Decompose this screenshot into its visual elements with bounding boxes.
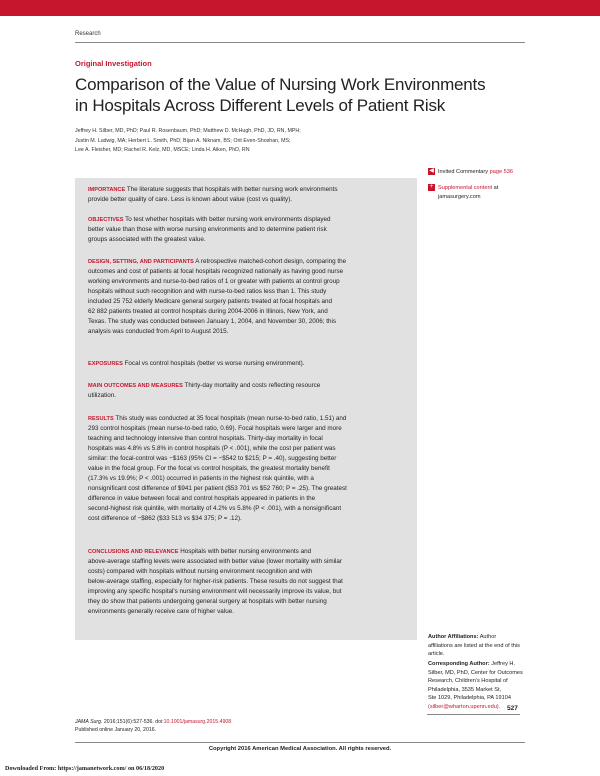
- title-line: in Hospitals Across Different Levels of Patient Risk: [75, 96, 446, 115]
- abstract-text: Focal vs control hospitals (better vs worse nursing environment).: [124, 360, 305, 367]
- corresponding-text: Jeffrey H.: [489, 661, 516, 667]
- abstract-text: above-average staffing levels were associated with better value (lower mortality with similar: [88, 558, 342, 566]
- abstract-text: working environments and nurse-to-bed ratios of 1 or greater with patients at control group: [88, 278, 340, 286]
- section-heading: MAIN OUTCOMES AND MEASURES: [88, 383, 183, 389]
- abstract-text: To test whether hospitals with better nursing work environments displayed: [125, 216, 331, 223]
- abstract-text: A retrospective matched-cohort design, comparing the: [195, 258, 347, 265]
- corresponding-text: Research, Children's Hospital of: [428, 678, 508, 685]
- supplemental-content[interactable]: [428, 184, 498, 201]
- invited-commentary-page-link[interactable]: page 536: [489, 169, 513, 175]
- author-line: Lee A. Fleisher, MD; Rachel R. Kelz, MD, MSCE; Linda H. Aiken, PhD, RN: [75, 147, 250, 154]
- published-online: Published online January 20, 2016.: [75, 727, 157, 733]
- corresponding-email-link[interactable]: (silber@wharton.upenn.edu).: [428, 703, 501, 710]
- section-heading: OBJECTIVES: [88, 217, 124, 223]
- top-color-bar: [0, 0, 600, 16]
- abstract-text: nonsignificant cost difference of $941 per patient ($53 701 vs $52 760; P = .25). The greatest: [88, 485, 347, 493]
- abstract-text: hospitals without such recognition and with nurse-to-bed ratios less than 1. This study: [88, 288, 327, 296]
- abstract-text: second-highest risk quintile, with mortality of 4.2% vs 5.8% (P < .001), with a nonsignificant: [88, 505, 342, 513]
- abstract-text: improving any specific hospital's nursing environment will necessarily improve its value, but: [88, 588, 342, 596]
- abstract-text: below-average staffing, especially for higher-risk patients. These results do not suggest that: [88, 578, 343, 586]
- corresponding-text: Ste 1029, Philadelphia, PA 19104: [428, 695, 511, 702]
- abstract-text: they do show that patients undergoing general surgery at hospitals with better nursing: [88, 598, 327, 606]
- abstract-text: value in the focal group. For the focal vs control hospitals, the greatest mortality benefit: [88, 465, 330, 473]
- corresponding-author: [428, 660, 523, 712]
- section-heading: DESIGN, SETTING, AND PARTICIPANTS: [88, 259, 194, 265]
- abstract-text: environments generally receive care of higher value.: [88, 608, 234, 616]
- footer-rule: [75, 742, 525, 743]
- corresponding-label: Corresponding Author:: [428, 661, 490, 667]
- plus-icon: +: [429, 184, 434, 191]
- page-number: 527: [507, 705, 518, 712]
- abstract-text: costs) compared with hospitals without nursing environment recognition and with: [88, 568, 313, 576]
- exposures-section: [88, 359, 410, 369]
- abstract-text: Thirty-day mortality and costs reflecting resource: [184, 382, 321, 389]
- author-line: Jeffrey H. Silber, MD, PhD; Paul R. Rosenbaum, PhD; Matthew D. McHugh, PhD, JD, RN, MPH;: [75, 128, 301, 134]
- abstract-text: similar: the focal-control was −$163 (95% CI = −$542 to $215; P = .40), suggesting better: [88, 455, 337, 463]
- affiliations-label: Author Affiliations:: [428, 634, 479, 640]
- abstract-text: hospitals was 4.8% vs 5.8% in control hospitals (P < .001), while the cost per patient was: [88, 445, 336, 453]
- abstract-text: teaching and technology intensive than control hospitals. Thirty-day mortality in focal: [88, 435, 323, 443]
- abstract-text: cost difference of −$862 ($33 513 vs $34 375; P = .12).: [88, 515, 242, 523]
- importance-section: [88, 185, 410, 205]
- section-heading: EXPOSURES: [88, 361, 123, 367]
- author-line: Justin M. Ludwig, MA; Herbert L. Smith, PhD; Bijan A. Niknam, BS; Orit Even-Shoshan, MS;: [75, 137, 291, 144]
- supplemental-at: at: [492, 185, 499, 191]
- affiliations-text: affiliations are listed at the end of this: [428, 642, 520, 649]
- abstract-text: Hospitals with better nursing environments and: [180, 548, 312, 555]
- sidebar-rule: [427, 714, 520, 715]
- abstract-text: groups associated with the greatest value.: [88, 236, 206, 244]
- abstract-text: 293 control hospitals (mean nurse-to-bed ratio, 0.69). Focal hospitals were larger and more: [88, 425, 342, 433]
- abstract-text: better value than those with worse nursing environments and to determine patient risk: [88, 226, 327, 234]
- abstract-text: (17.3% vs 19.9%; P < .001) occurred in patients in the highest risk quintile, with a: [88, 475, 314, 483]
- abstract-text: outcomes and cost of patients at focal hospitals recognized nationally as having good nurse: [88, 268, 344, 276]
- section-heading: RESULTS: [88, 416, 114, 422]
- supplemental-site: jamasurgery.com: [438, 193, 481, 200]
- article-type: Original Investigation: [75, 59, 152, 68]
- conclusions-section: [88, 547, 410, 617]
- corresponding-text: Philadelphia, 3535 Market St,: [428, 686, 502, 693]
- invited-commentary[interactable]: [428, 168, 513, 177]
- download-stamp: Downloaded From: https://jamanetwork.com/ on 06/18/2020: [5, 765, 165, 772]
- section-label: Research: [75, 31, 101, 37]
- article-title: [75, 74, 535, 116]
- author-affiliations: [428, 633, 520, 659]
- section-heading: IMPORTANCE: [88, 187, 126, 193]
- abstract-text: This study was conducted at 35 focal hospitals (mean nurse-to-bed ratio, 1.51) and: [115, 415, 347, 422]
- arrow-left-icon: ◀: [429, 168, 434, 175]
- abstract-text: provide better quality of care. Less is known about value (cost vs quality).: [88, 196, 293, 204]
- copyright-notice: Copyright 2016 American Medical Association. All rights reserved.: [208, 746, 392, 752]
- supplemental-content-link[interactable]: Supplemental content: [438, 185, 493, 191]
- affiliations-text: Author: [478, 634, 497, 640]
- header-rule: [75, 42, 525, 43]
- section-heading: CONCLUSIONS AND RELEVANCE: [88, 549, 179, 555]
- abstract-box: [75, 178, 417, 640]
- journal-name: JAMA Surg.: [75, 719, 103, 725]
- abstract-text: utilization.: [88, 392, 117, 400]
- doi-link[interactable]: 10.1001/jamasurg.2015.4908: [163, 719, 232, 725]
- citation: [75, 718, 231, 734]
- affiliations-text: article.: [428, 651, 445, 658]
- objectives-section: [88, 215, 410, 245]
- results-section: [88, 414, 410, 525]
- author-list: [75, 127, 301, 156]
- abstract-text: 62 882 patients treated at control hospitals during 2004-2006 in Illinois, New York, and: [88, 308, 328, 316]
- design-section: [88, 257, 410, 337]
- abstract-text: The literature suggests that hospitals with better nursing work environments: [126, 186, 338, 193]
- outcomes-section: [88, 381, 410, 401]
- abstract-text: included 25 752 elderly Medicare general surgery patients treated at focal hospitals and: [88, 298, 332, 306]
- abstract-text: difference in value between focal and control hospitals appeared in patients in the: [88, 495, 316, 503]
- corresponding-text: Silber, MD, PhD, Center for Outcomes: [428, 669, 523, 676]
- invited-commentary-label: Invited Commentary: [438, 169, 489, 175]
- abstract-text: Texas. The study was conducted between January 1, 2004, and November 30, 2006; this: [88, 318, 337, 326]
- citation-ref: 2016;151(6):527-536. doi:: [102, 719, 164, 725]
- title-line: Comparison of the Value of Nursing Work Environments: [75, 75, 486, 94]
- abstract-text: analysis was conducted from April to August 2015.: [88, 328, 229, 336]
